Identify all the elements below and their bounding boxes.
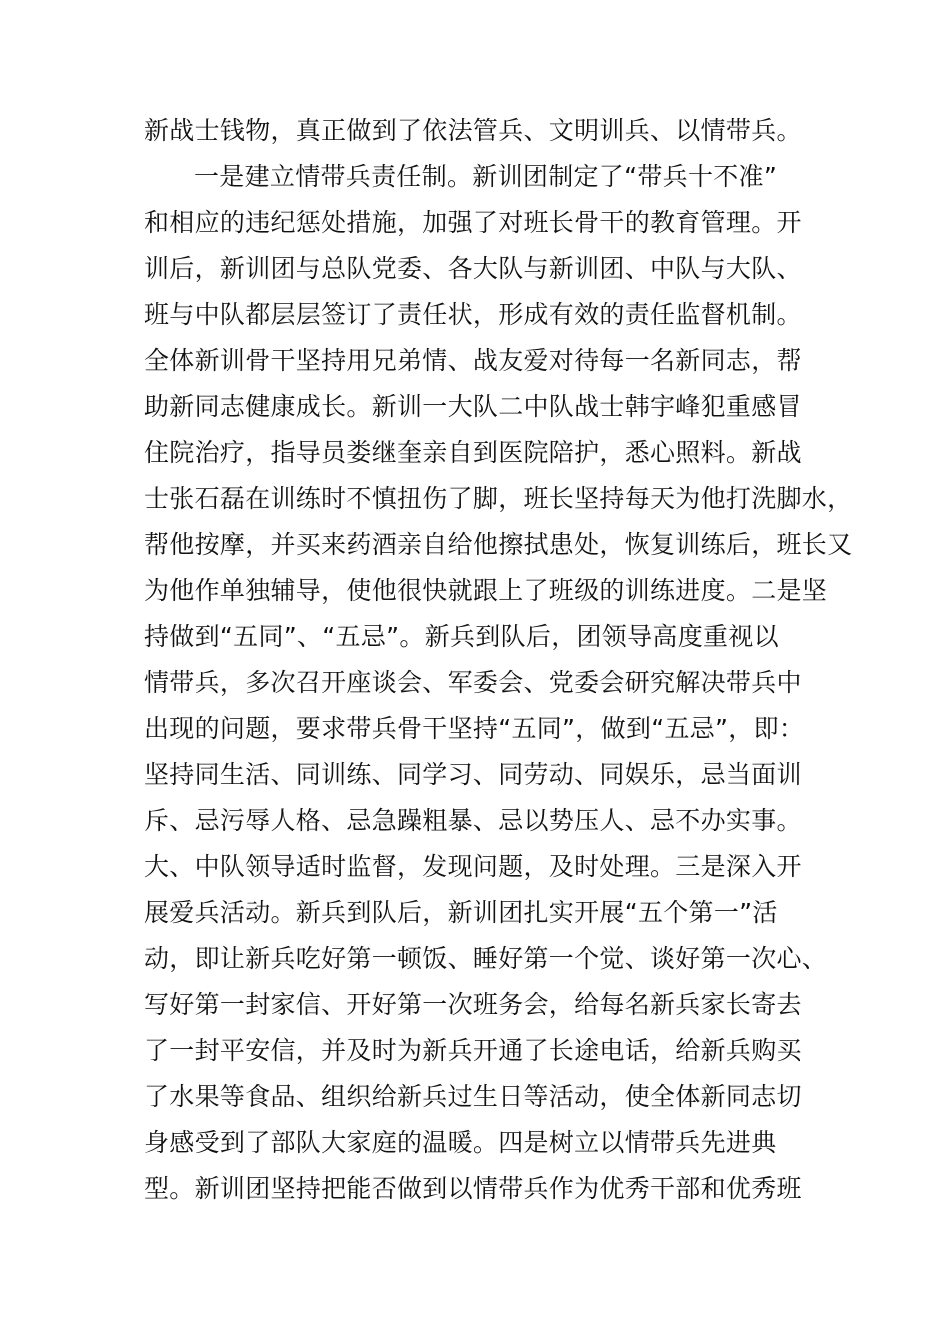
text-line: 助新同志健康成长。新训一大队二中队战士韩宇峰犯重感冒 (144, 392, 802, 421)
text-line: 动，即让新兵吃好第一顿饭、睡好第一个觉、谈好第一次心、 (144, 944, 828, 973)
text-line: 和相应的违纪惩处措施，加强了对班长骨干的教育管理。开 (144, 208, 802, 237)
text-line: 身感受到了部队大家庭的温暖。四是树立以情带兵先进典 (144, 1128, 777, 1157)
text-line: 持做到“五同”、“五忌”。新兵到队后，团领导高度重视以 (144, 622, 779, 651)
body-text (144, 108, 853, 1212)
text-line: 为他作单独辅导，使他很快就跟上了班级的训练进度。二是坚 (144, 576, 828, 605)
text-line: 斥、忌污辱人格、忌急躁粗暴、忌以势压人、忌不办实事。 (144, 806, 802, 835)
text-line: 型。新训团坚持把能否做到以情带兵作为优秀干部和优秀班 (144, 1174, 802, 1203)
text-line: 大、中队领导适时监督，发现问题，及时处理。三是深入开 (144, 852, 802, 881)
text-line: 出现的问题，要求带兵骨干坚持“五同”，做到“五忌”，即： (144, 714, 805, 743)
text-line: 了水果等食品、组织给新兵过生日等活动，使全体新同志切 (144, 1082, 802, 1111)
text-line: 士张石磊在训练时不慎扭伤了脚，班长坚持每天为他打洗脚水， (144, 484, 853, 513)
text-line: 帮他按摩，并买来药酒亲自给他擦拭患处，恢复训练后，班长又 (144, 530, 853, 559)
text-line: 了一封平安信，并及时为新兵开通了长途电话，给新兵购买 (144, 1036, 802, 1065)
text-line: 情带兵，多次召开座谈会、军委会、党委会研究解决带兵中 (144, 668, 802, 697)
text-line: 住院治疗，指导员娄继奎亲自到医院陪护，悉心照料。新战 (144, 438, 802, 467)
text-line: 新战士钱物，真正做到了依法管兵、文明训兵、以情带兵。 (144, 116, 802, 145)
text-line: 展爱兵活动。新兵到队后，新训团扎实开展“五个第一”活 (144, 898, 778, 927)
text-line: 坚持同生活、同训练、同学习、同劳动、同娱乐，忌当面训 (144, 760, 802, 789)
text-line: 一是建立情带兵责任制。新训团制定了“带兵十不准” (194, 162, 778, 191)
text-line: 训后，新训团与总队党委、各大队与新训团、中队与大队、 (144, 254, 802, 283)
text-line: 班与中队都层层签订了责任状，形成有效的责任监督机制。 (144, 300, 802, 329)
text-line: 写好第一封家信、开好第一次班务会，给每名新兵家长寄去 (144, 990, 802, 1019)
text-line: 全体新训骨干坚持用兄弟情、战友爱对待每一名新同志，帮 (144, 346, 802, 375)
